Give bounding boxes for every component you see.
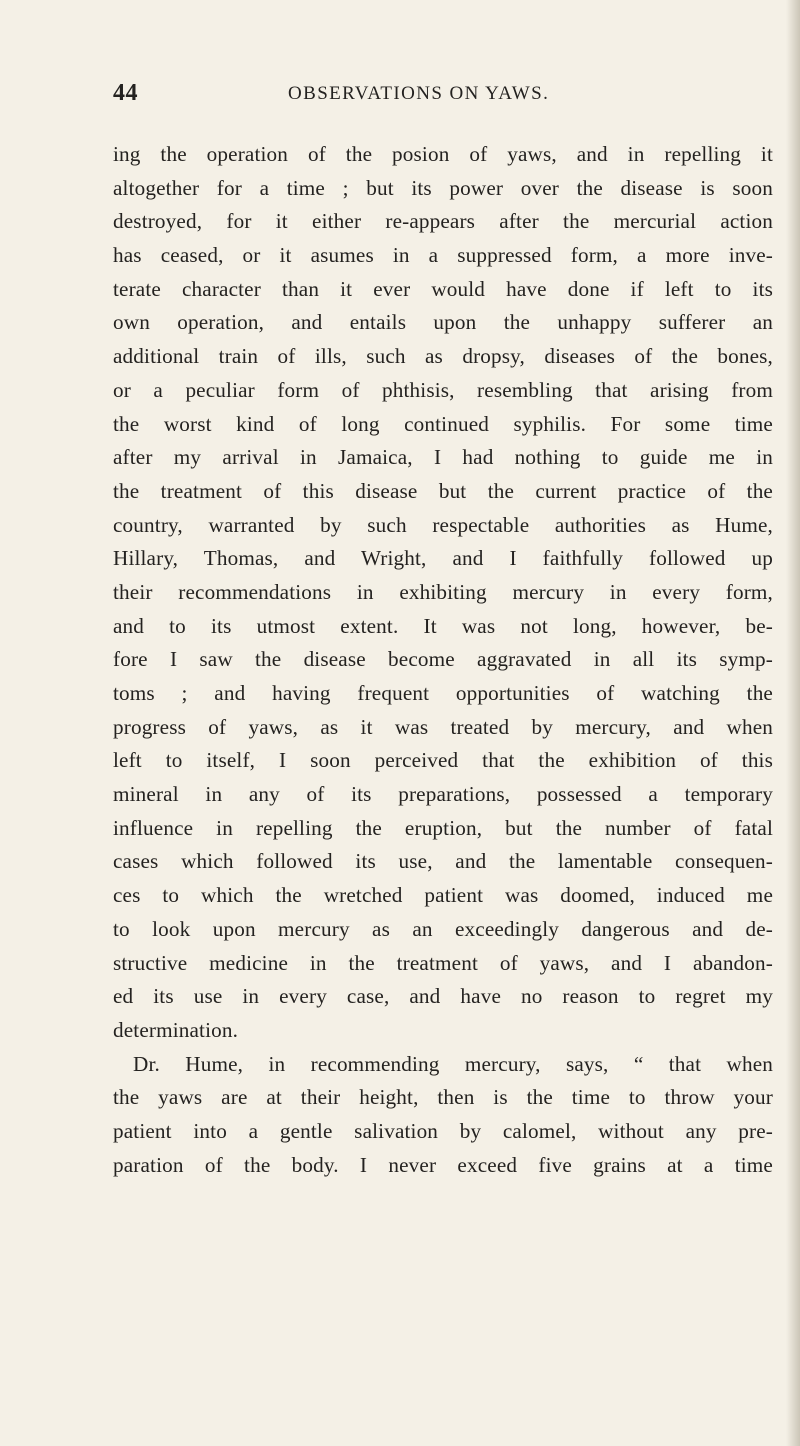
text-line: altogether for a time ; but its power over the disease is soon xyxy=(113,175,773,200)
text-line: destroyed, for it either re-appears after the mercurial action xyxy=(113,209,773,234)
text-line: paration of the body. I never exceed five grains at a time xyxy=(113,1152,773,1177)
text-line: and to its utmost extent. It was not long, however, be- xyxy=(113,613,773,638)
paragraph-first-line: Dr. Hume, in recommending mercury, says, “ that when xyxy=(133,1051,773,1076)
page-header xyxy=(113,80,623,116)
text-line: cases which followed its use, and the lamentable consequen- xyxy=(113,849,773,874)
text-line: to look upon mercury as an exceedingly dangerous and de- xyxy=(113,916,773,941)
text-line: toms ; and having frequent opportunities of watching the xyxy=(113,681,773,705)
text-line: ces to which the wretched patient was doomed, induced me xyxy=(113,883,773,908)
paragraph-last-line: determination. xyxy=(113,1017,239,1042)
text-line: the worst kind of long continued syphilis. For some time xyxy=(113,411,773,436)
body-text xyxy=(113,138,773,1182)
text-line: structive medicine in the treatment of yaws, and I abandon- xyxy=(113,950,773,975)
text-line: own operation, and entails upon the unhappy sufferer an xyxy=(113,310,773,335)
text-line: patient into a gentle salivation by calomel, without any pre- xyxy=(113,1118,773,1143)
page-number: 44 xyxy=(113,80,138,106)
text-line: Hillary, Thomas, and Wright, and I faithfully followed up xyxy=(113,546,773,571)
text-line: or a peculiar form of phthisis, resembling that arising from xyxy=(113,377,773,402)
text-line: influence in repelling the eruption, but the number of fatal xyxy=(113,815,773,840)
text-line: their recommendations in exhibiting mercury in every form, xyxy=(113,579,773,604)
text-line: has ceased, or it asumes in a suppressed form, a more inve- xyxy=(113,243,773,268)
running-head: OBSERVATIONS ON YAWS. xyxy=(288,83,550,104)
text-line: ed its use in every case, and have no reason to regret my xyxy=(113,984,773,1009)
text-line: progress of yaws, as it was treated by mercury, and when xyxy=(113,714,773,739)
text-line: ing the operation of the posion of yaws, and in repelling it xyxy=(113,142,773,166)
text-line: country, warranted by such respectable authorities as Hume, xyxy=(113,512,773,537)
text-line: fore I saw the disease become aggravated in all its symp- xyxy=(113,647,773,672)
text-line: mineral in any of its preparations, possessed a temporary xyxy=(113,782,773,807)
text-line: left to itself, I soon perceived that the exhibition of this xyxy=(113,748,773,773)
text-line: terate character than it ever would have done if left to its xyxy=(113,276,773,301)
text-line: after my arrival in Jamaica, I had nothing to guide me in xyxy=(113,445,773,470)
text-line: the treatment of this disease but the current practice of the xyxy=(113,478,773,503)
page-edge-shadow xyxy=(786,0,800,1446)
text-line: additional train of ills, such as dropsy, diseases of the bones, xyxy=(113,344,773,369)
text-line: the yaws are at their height, then is the time to throw your xyxy=(113,1085,773,1110)
